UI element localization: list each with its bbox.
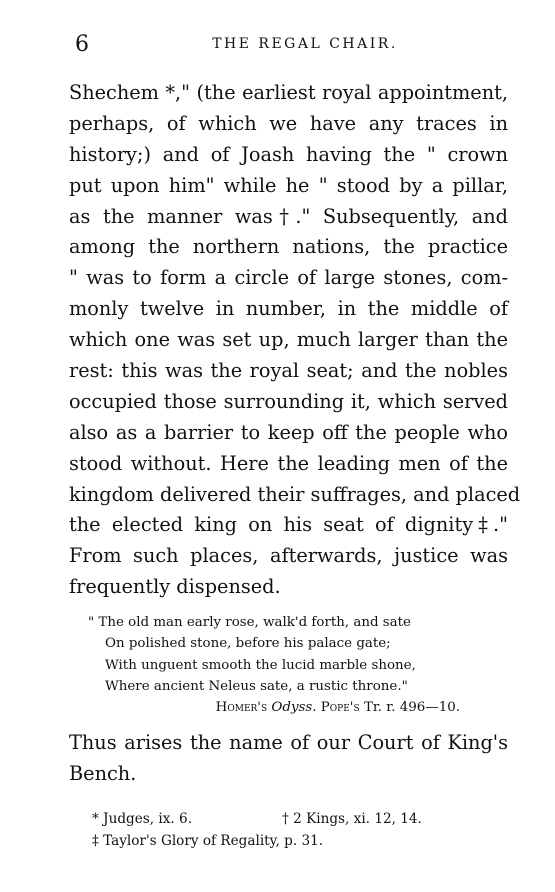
verse-line: With unguent smooth the lucid marble shone,	[105, 657, 416, 673]
closing-paragraph	[69, 728, 508, 790]
citation-reference: Tr. r. 496—10.	[363, 700, 460, 716]
text-line: history;) and of Joash having the " crown	[69, 142, 508, 166]
page-number: 6	[75, 32, 89, 57]
text-line: Thus arises the name of our Court of King's	[69, 731, 508, 754]
text-line: the elected king on his seat of dignity‡."	[69, 513, 508, 537]
text-line: Bench.	[69, 761, 137, 785]
main-paragraph	[69, 78, 521, 603]
citation-translator: Pope's	[320, 700, 360, 716]
text-line: monly twelve in number, in the middle of	[69, 297, 508, 321]
text-line: rest: this was the royal seat; and the nobles	[69, 359, 508, 383]
text-line: stood without. Here the leading men of the	[69, 451, 508, 475]
text-line: frequently dispensed.	[69, 575, 281, 599]
footnote: * Judges, ix. 6.	[92, 811, 193, 827]
footnote: ‡ Taylor's Glory of Regality, p. 31.	[92, 833, 324, 849]
citation-work: Odyss.	[271, 700, 317, 716]
text-line: also as a barrier to keep off the people who	[69, 420, 508, 444]
footnote: † 2 Kings, xi. 12, 14.	[282, 811, 422, 827]
verse-line: " The old man early rose, walk'd forth, and sate	[88, 615, 411, 630]
text-line: among the northern nations, the practice	[69, 235, 508, 259]
page-header	[75, 32, 505, 58]
footnotes	[92, 808, 472, 852]
text-line: kingdom delivered their suffrages, and placed	[69, 482, 521, 506]
footnote-row	[92, 830, 472, 852]
text-line: Shechem *," (the earliest royal appointment,	[69, 81, 508, 104]
text-line: From such places, afterwards, justice was	[69, 544, 508, 568]
text-line: as the manner was†." Subsequently, and	[69, 204, 508, 228]
citation-author: Homer's	[215, 700, 268, 716]
quotation-citation	[88, 697, 468, 718]
text-line: put upon him" while he " stood by a pillar,	[69, 173, 508, 197]
text-line: " was to form a circle of large stones, com-	[69, 266, 508, 290]
footnote-row	[92, 808, 472, 830]
verse-quotation	[88, 612, 468, 718]
verse-line: On polished stone, before his palace gate;	[105, 636, 391, 652]
text-line: perhaps, of which we have any traces in	[69, 111, 508, 135]
running-head: THE REGAL CHAIR.	[212, 36, 398, 52]
text-line: occupied those surrounding it, which served	[69, 389, 508, 413]
verse-line: Where ancient Neleus sate, a rustic throne."	[105, 678, 408, 694]
text-line: which one was set up, much larger than the	[69, 328, 508, 352]
